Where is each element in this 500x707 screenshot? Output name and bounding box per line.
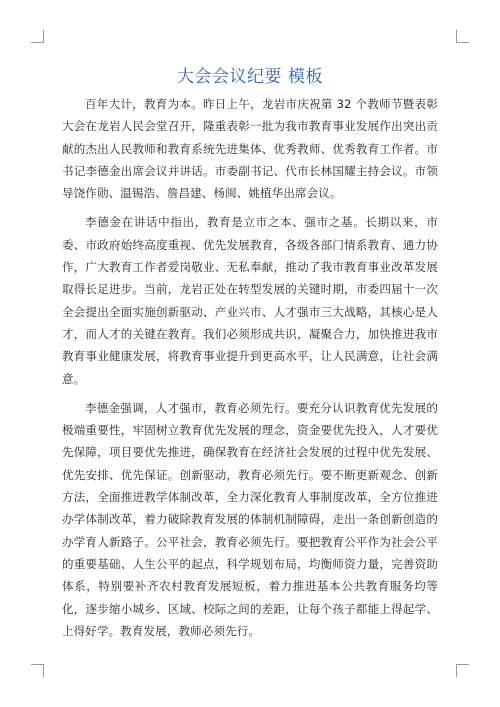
crop-mark-top-left [31,30,44,43]
crop-mark-top-right [456,30,469,43]
paragraph-3: 李德金强调，人才强市，教育必须先行。要充分认识教育优先发展的极端重要性，牢固树立教育优先发展的理念，资金要优先投入，人才要优先保障，项目要优先推进，确保教育在经济社会发展的过程中优先发展、优先安排、优先保证。创新驱动，教育必须先行。要不断更新观念、创新方法，全面推进教学体制改革，全力深化教育人事制度改革，全方位推进办学体制改革，着力破除教育发展的体制机制障碍，走出一条创新创造的办学育人新路子。公平社会，教育必须先行。要把教育公平作为社会公平的重要基础、人生公平的起点，科学规划布局，均衡师资力量，完善资助体系，特别要补齐农村教育发展短板，着力推进基本公共教育服务均等化，逐步缩小城乡、区域、校际之间的差距，让每个孩子都能上得起学、上得好学。教育发展，教师必须先行。 [62,400,438,638]
paragraph-2: 李德金在讲话中指出，教育是立市之本、强市之基。长期以来，市委、市政府始终高度重视、优先发展教育，各级各部门情系教育、通力协作，广大教育工作者爱岗敬业、无私奉献，推动了我市教育事业改革发展取得长足进步。当前，龙岩正处在转型发展的关键时期，市委四届十一次全会提出全面实施创新驱动、产业兴市、人才强市三大战略，其核心是人才，而人才的关键在教育。我们必须形成共识，凝聚合力，加快推进我市教育事业健康发展，将教育事业提升到更高水平，让人民满意，让社会满意。 [62,215,438,386]
crop-mark-bottom-right [456,664,469,677]
document-title: 大会会议纪要 模板 [177,67,323,87]
document-body [62,93,438,649]
paragraph-1: 百年大计，教育为本。昨日上午，龙岩市庆祝第 32 个教师节暨表彰大会在龙岩人民会堂召开，隆重表彰一批为我市教育事业发展作出突出贡献的杰出人民教师和教育系统先进集体、优秀教师、优秀教育工作者。市书记李德金出席会议并讲话。市委副书记、代市长林国耀主持会议。市领导饶作勋、温锡浩、詹昌建、杨闽、姚植华出席会议。 [62,97,438,201]
crop-mark-bottom-left [31,664,44,677]
